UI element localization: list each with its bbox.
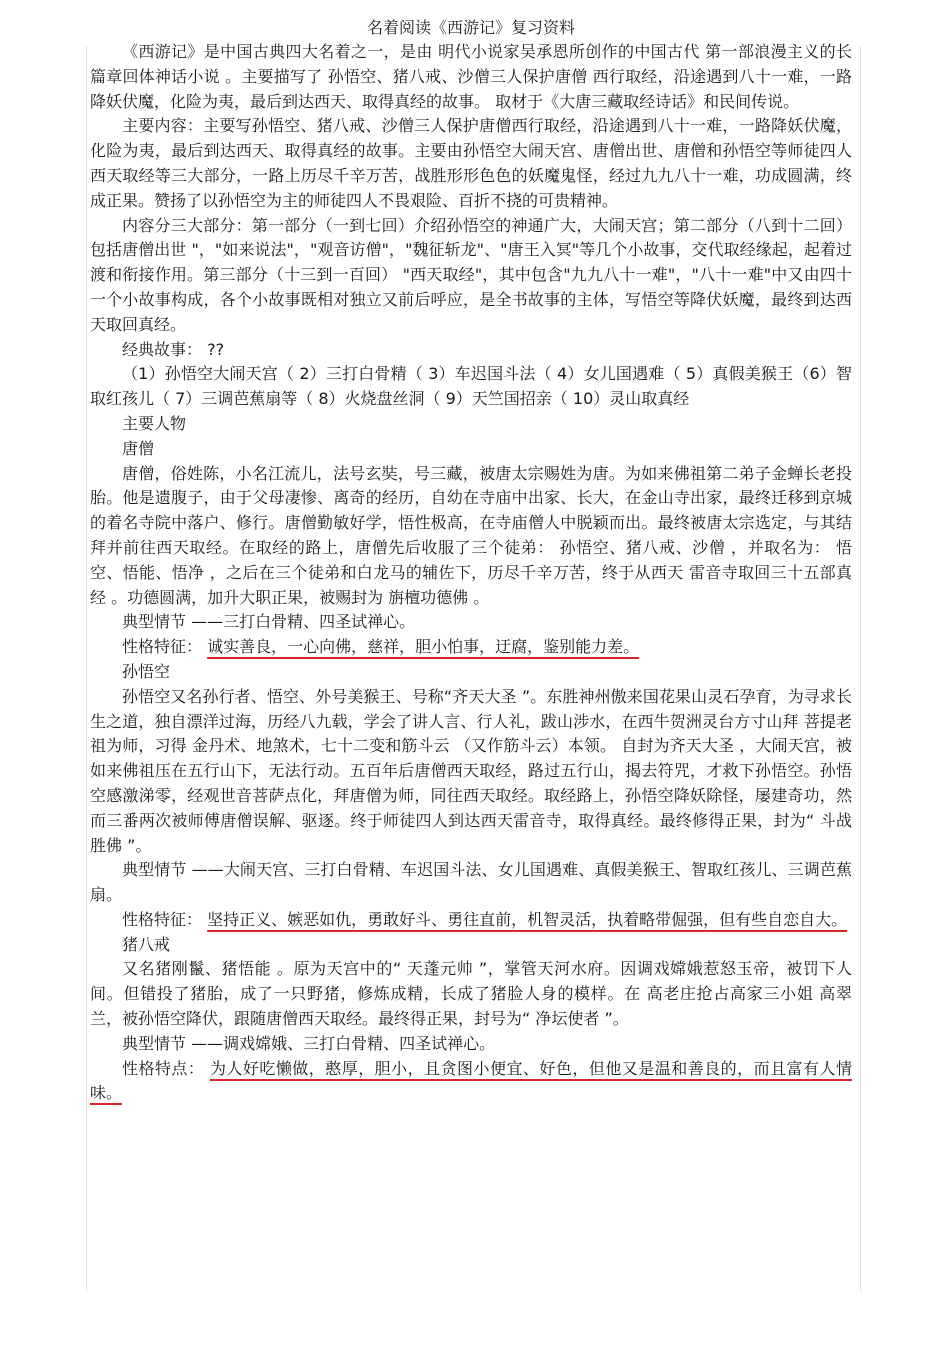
wukong-plot: 典型情节 ——大闹天宫、三打白骨精、车迟国斗法、女儿国遇难、真假美猴王、智取红孩儿、三调芭蕉扇。 [90,860,852,905]
bajie-traits-line [90,1057,852,1107]
tangseng-heading: 唐僧 [122,438,155,458]
left-margin-line [86,46,87,1291]
document-title: 名着阅读《西游记》复习资料 [366,18,575,37]
wukong-trait-label: 性格特征： [122,909,203,929]
right-margin-line [860,46,861,1291]
intro-paragraph: 《西游记》是中国古典四大名着之一，是由 明代小说家吴承恩所创作的中国古代 第一部浪漫主义的长篇章回体神话小说 。主要描写了 孙悟空、猪八戒、沙僧三人保护唐僧 西行取经，沿途遇到八十一难，一路降妖伏魔，化险为夷，最后到达西天、取得真经的故事。 取材于《大唐三藏取经诗话》和民间传说。 [90,42,852,111]
bajie-traits: 为人好吃懒做，憨厚，胆小，且贪图小便宜、好色，但他又是温和善良的，而且富有人情味。 [90,1058,852,1103]
three-parts-paragraph: 内容分三大部分：第一部分（一到七回）介绍孙悟空的神通广大，大闹天宫；第二部分（八到十二回）包括唐僧出世 "，"如来说法"，"观音访僧"，"魏征斩龙"、"唐王入冥"等几个小故事，交代取经缘起，起着过渡和衔接作用。第三部分（十三到一百回） "西天取经"，其中包含"九九八十一难"，"八十一难"中又由四十一个小故事构成，各个小故事既相对独立又前后呼应，是全书故事的主体，写悟空等降伏妖魔，最终到达西天取回真经。 [90,215,852,334]
bajie-bio: 又名猪刚鬣、猪悟能 。原为天宫中的“ 天蓬元帅 ”，掌管天河水府。因调戏嫦娥惹怒玉帝，被罚下人间。但错投了猪胎，成了一只野猪，修炼成精，长成了猪脸人身的模样。在 高老庄抢占高家三小姐 高翠兰，被孙悟空降伏，跟随唐僧西天取经。最终得正果，封号为“ 净坛使者 ”。 [90,959,852,1029]
bajie-trait-label: 性格特点： [122,1058,205,1078]
bajie-plot: 典型情节 ——调戏嫦娥、三打白骨精、四圣试禅心。 [122,1033,496,1053]
wukong-bio: 孙悟空又名孙行者、悟空、外号美猴王、号称“齐天大圣 ”。东胜神州傲来国花果山灵石孕育，为寻求长生之道，独自漂洋过海，历经八九载，学会了讲人言、行人礼，跋山涉水，在西牛贺洲灵台方寸山拜 菩提老祖为师，习得 金丹术、地煞术，七十二变和筋斗云 （又作筋斗云）本领。 自封为齐天大圣 ，大闹天宫，被如来佛祖压在五行山下，无法行动。五百年后唐僧西天取经，路过五行山，揭去符咒，才救下孙悟空。孙悟空感激涕零，经观世音菩萨点化，拜唐僧为师，同往西天取经。取经路上，孙悟空降妖除怪，屡建奇功，然而三番两次被师傅唐僧误解、驱逐。终于师徒四人到达西天雷音寺，取得真经。最终修得正果，封为“ 斗战胜佛 ”。 [90,686,852,855]
classic-stories-label: 经典故事： ?? [122,339,225,359]
tangseng-traits: 诚实善良，一心向佛，慈祥，胆小怕事，迂腐，鉴别能力差。 [207,637,640,657]
main-characters-heading: 主要人物 [122,413,187,433]
main-content-paragraph: 主要内容：主要写孙悟空、猪八戒、沙僧三人保护唐僧西行取经，沿途遇到八十一难，一路降妖伏魔，化险为夷，最后到达西天、取得真经的故事。主要由孙悟空大闹天宫、唐僧出世、唐僧和孙悟空等师徒四人西天取经等三大部分，一路上历尽千辛万苦，战胜形形色色的妖魔鬼怪，经过九九八十一难，功成圆满，终成正果。赞扬了以孙悟空为主的师徒四人不畏艰险、百折不挠的可贵精神。 [90,116,852,210]
tangseng-bio: 唐僧，俗姓陈，小名江流儿，法号玄奘，号三藏，被唐太宗赐姓为唐。为如来佛祖第二弟子金蝉长老投胎。他是遗腹子，由于父母凄惨、离奇的经历，自幼在寺庙中出家、长大，在金山寺出家，最终迁移到京城的着名寺院中落户、修行。唐僧勤敏好学，悟性极高，在寺庙僧人中脱颖而出。最终被唐太宗选定，与其结拜并前往西天取经。在取经的路上，唐僧先后收服了三个徒弟： 孙悟空、猪八戒、沙僧 ，并取名为： 悟空、悟能、悟净 ，之后在三个徒弟和白龙马的辅佐下，历尽千辛万苦，终于从西天 雷音寺取回三十五部真经 。功德圆满，加升大职正果，被赐封为 旃檀功德佛 。 [90,463,852,607]
classic-stories-list: （1）孙悟空大闹天宫（ 2）三打白骨精（ 3）车迟国斗法（ 4）女儿国遇难（ 5）真假美猴王（6）智取红孩儿（ 7）三调芭蕉扇等（ 8）火烧盘丝洞（ 9）天竺国招亲（ 10）灵山取真经 [90,364,852,409]
wukong-heading: 孙悟空 [122,661,171,681]
bajie-heading: 猪八戒 [122,934,171,954]
tangseng-trait-label: 性格特征： [122,637,203,657]
document-page [90,16,852,1106]
tangseng-traits-line [90,635,852,660]
tangseng-plot: 典型情节 ——三打白骨精、四圣试禅心。 [122,612,416,632]
wukong-traits: 坚持正义、嫉恶如仇，勇敢好斗、勇往直前，机智灵活，执着略带倔强，但有些自恋自大。 [207,909,848,929]
wukong-traits-line [90,908,852,933]
